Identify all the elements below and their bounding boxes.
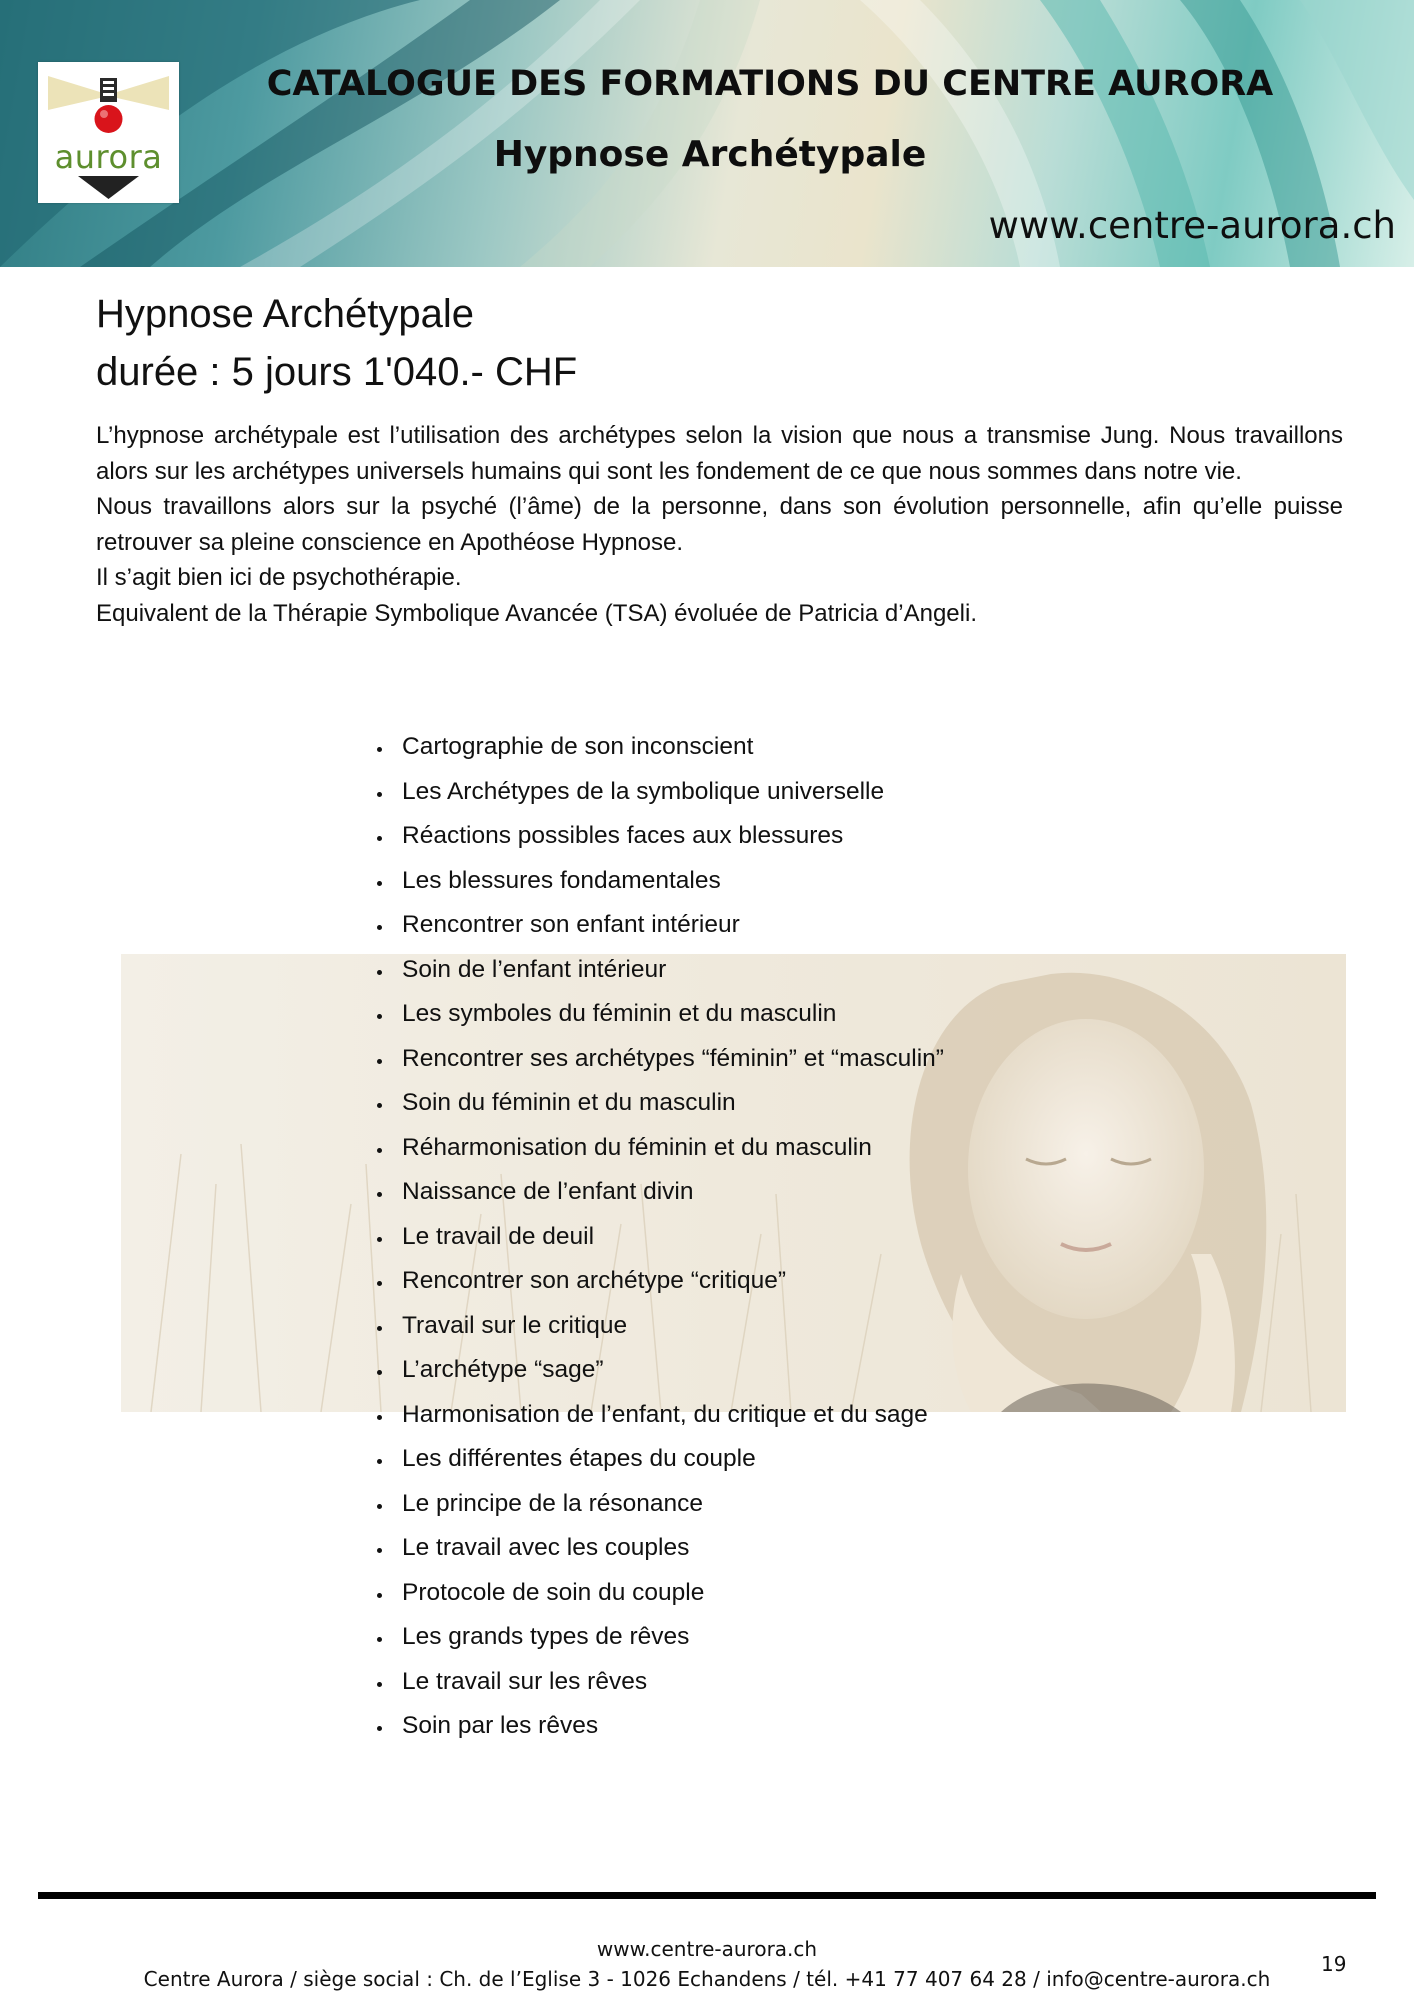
list-item: Réharmonisation du féminin et du masculin bbox=[374, 1126, 944, 1171]
list-item: Rencontrer son archétype “critique” bbox=[374, 1259, 944, 1304]
list-item: Le travail de deuil bbox=[374, 1215, 944, 1260]
list-item: Les différentes étapes du couple bbox=[374, 1437, 944, 1482]
footer-contact-info: Centre Aurora / siège social : Ch. de l’Eglise 3 - 1026 Echandens / tél. +41 77 407 64 28 / info@centre-aurora.ch bbox=[143, 1967, 1271, 1991]
description-paragraph: Il s’agit bien ici de psychothérapie. bbox=[96, 564, 462, 591]
description-paragraph: Equivalent de la Thérapie Symbolique Avancée (TSA) évoluée de Patricia d’Angeli. bbox=[96, 599, 977, 627]
list-item: Cartographie de son inconscient bbox=[374, 725, 944, 770]
list-item: Protocole de soin du couple bbox=[374, 1571, 944, 1616]
list-item: Rencontrer son enfant intérieur bbox=[374, 903, 944, 948]
list-item: Les symboles du féminin et du masculin bbox=[374, 992, 944, 1037]
course-duration-price: durée : 5 jours 1'040.- CHF bbox=[96, 350, 578, 394]
page-number: 19 bbox=[1321, 1952, 1347, 1976]
list-item: Naissance de l’enfant divin bbox=[374, 1170, 944, 1215]
logo-wordmark: aurora bbox=[54, 138, 163, 176]
course-title: Hypnose Archétypale bbox=[96, 292, 475, 336]
header-website-link[interactable]: www.centre-aurora.ch bbox=[988, 204, 1396, 247]
footer-divider bbox=[38, 1892, 1376, 1899]
list-item: Soin du féminin et du masculin bbox=[374, 1081, 944, 1126]
list-item: L’archétype “sage” bbox=[374, 1348, 944, 1393]
list-item: Réactions possibles faces aux blessures bbox=[374, 814, 944, 859]
header-banner bbox=[0, 0, 1414, 267]
course-heading bbox=[96, 285, 577, 401]
list-item: Les Archétypes de la symbolique universelle bbox=[374, 770, 944, 815]
list-item: Le travail sur les rêves bbox=[374, 1660, 944, 1705]
footer-website-link[interactable]: www.centre-aurora.ch bbox=[596, 1937, 818, 1961]
lighthouse-logo-icon bbox=[38, 62, 179, 203]
list-item: Le principe de la résonance bbox=[374, 1482, 944, 1527]
list-item: Travail sur le critique bbox=[374, 1304, 944, 1349]
aurora-logo bbox=[38, 62, 179, 203]
list-item: Rencontrer ses archétypes “féminin” et “masculin” bbox=[374, 1037, 944, 1082]
description-paragraph: L’hypnose archétypale est l’utilisation des archétypes selon la vision que nous a transmise Jung. Nous travaillons alors sur les archétypes universels humains qui sont les fondement de ce que nous sommes dans notre vie. bbox=[96, 422, 1343, 485]
list-item: Le travail avec les couples bbox=[374, 1526, 944, 1571]
course-description bbox=[96, 418, 1343, 631]
list-item: Soin par les rêves bbox=[374, 1704, 944, 1749]
list-item: Les blessures fondamentales bbox=[374, 859, 944, 904]
list-item: Les grands types de rêves bbox=[374, 1615, 944, 1660]
topics-list bbox=[374, 725, 944, 1749]
catalogue-title: CATALOGUE DES FORMATIONS DU CENTRE AURORA bbox=[266, 64, 1274, 104]
list-item: Soin de l’enfant intérieur bbox=[374, 948, 944, 993]
description-paragraph: Nous travaillons alors sur la psyché (l’âme) de la personne, dans son évolution personnelle, afin qu’elle puisse retrouver sa pleine conscience en Apothéose Hypnose. bbox=[96, 493, 1343, 556]
banner-subtitle: Hypnose Archétypale bbox=[493, 134, 927, 175]
list-item: Harmonisation de l’enfant, du critique et du sage bbox=[374, 1393, 944, 1438]
